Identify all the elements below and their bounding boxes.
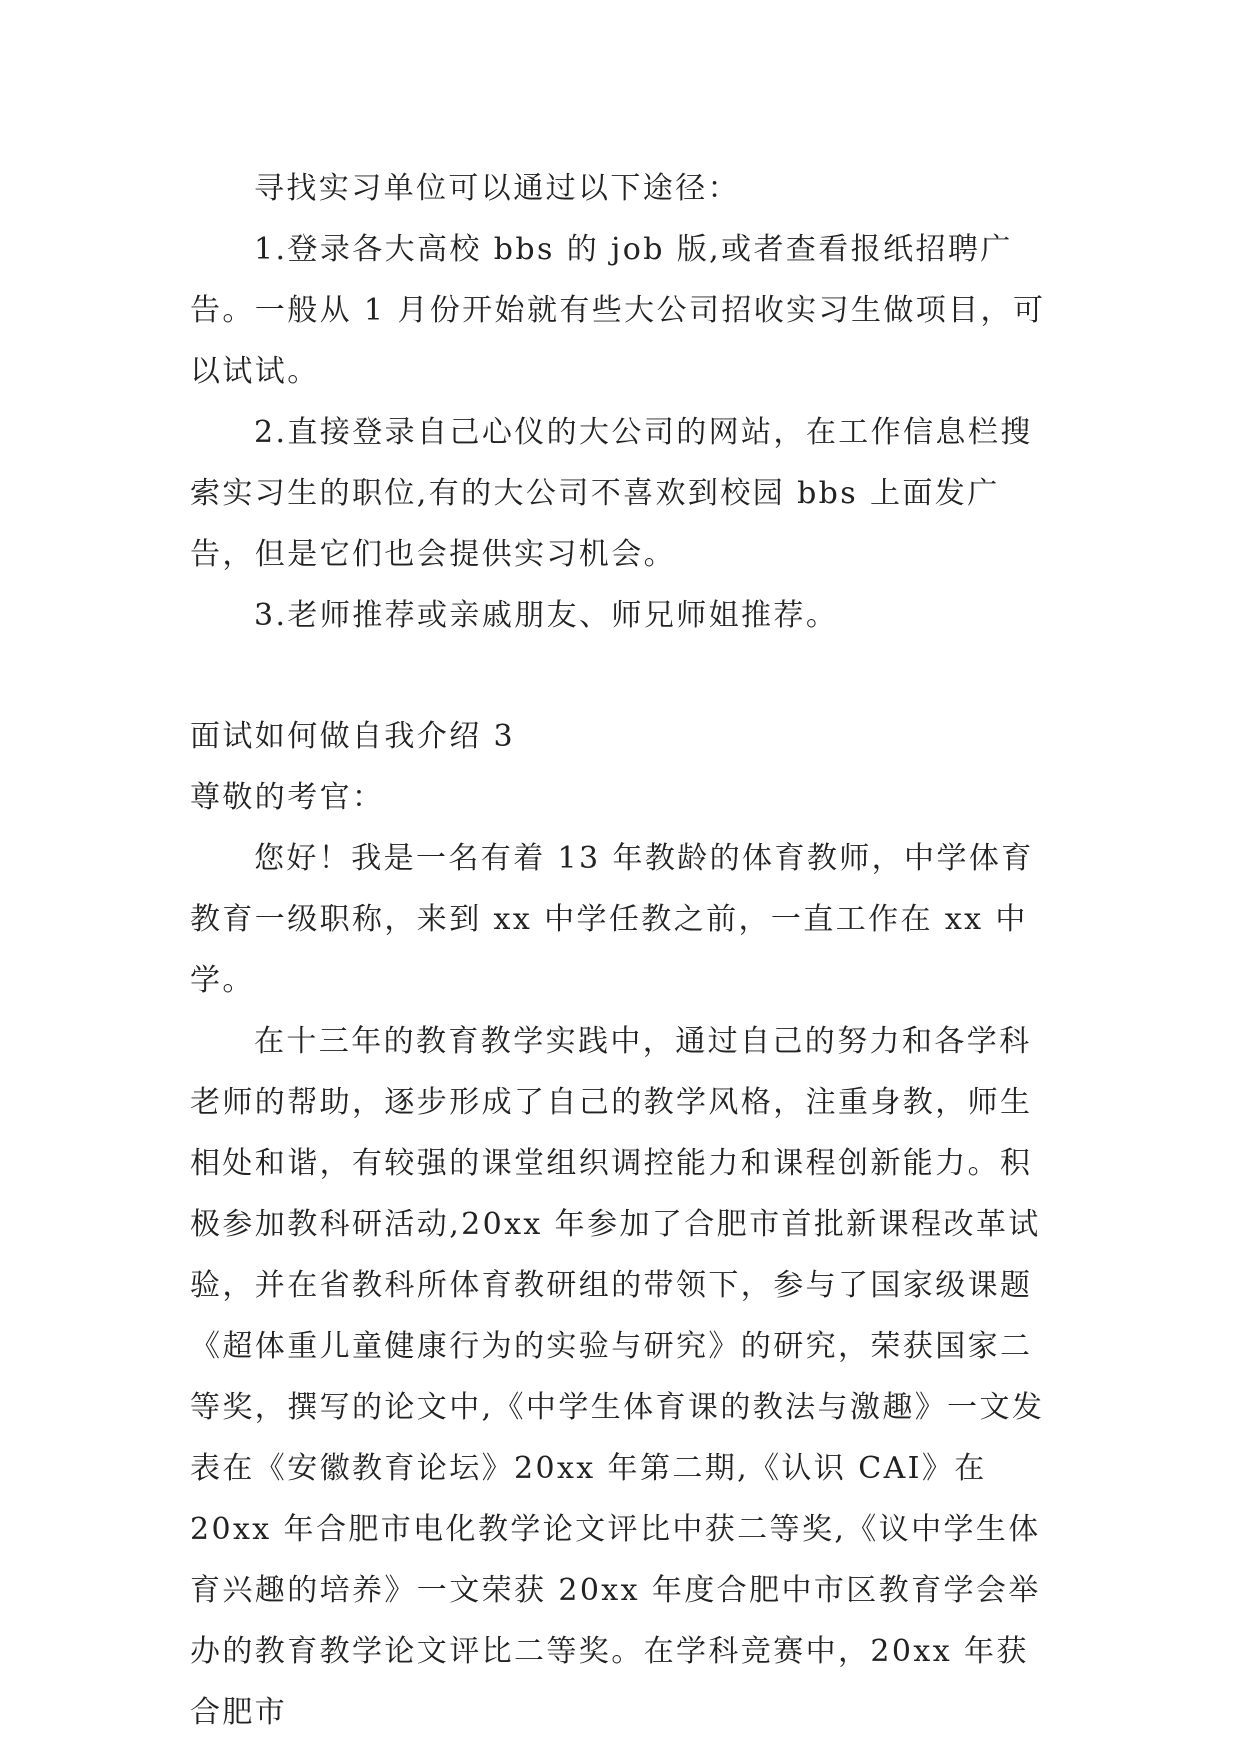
salutation: 尊敬的考官：: [190, 780, 385, 815]
list-item: 3.老师推荐或亲戚朋友、师兄师姐推荐。: [254, 598, 839, 633]
section-title: 面试如何做自我介绍 3: [190, 719, 516, 754]
section-spacer: [190, 646, 1050, 706]
body-paragraph: 在十三年的教育教学实践中，通过自己的努力和各学科老师的帮助，逐步形成了自己的教学风格，注重身教，师生相处和谐，有较强的课堂组织调控能力和课程创新能力。积极参加教科研活动,20xx 年参加了合肥市首批新课程改革试验，并在省教科所体育教研组的带领下，参与了国家级课题《超体重儿童健康行为的实验与研究》的研究，荣获国家二等奖，撰写的论文中,《中学生体育课的教法与激趣》一文发表在《安徽教育论坛》20xx 年第二期,《认识 CAI》在 20xx 年合肥市电化教学论文评比中获二等奖,《议中学生体育兴趣的培养》一文荣获 20xx 年度合肥中市区教育学会举办的教育教学论文评比二等奖。在学科竞赛中，20xx 年获合肥市: [190, 1024, 1045, 1730]
document-body: [190, 158, 1050, 1743]
body-paragraph: 您好！我是一名有着 13 年教龄的体育教师，中学体育教育一级职称，来到 xx 中学任教之前，一直工作在 xx 中学。: [190, 841, 1034, 998]
list-item: 2.直接登录自己心仪的大公司的网站，在工作信息栏搜索实习生的职位,有的大公司不喜欢到校园 bbs 上面发广告，但是它们也会提供实习机会。: [190, 415, 1033, 572]
list-item: 1.登录各大高校 bbs 的 job 版,或者查看报纸招聘广告。一般从 1 月份开始就有些大公司招收实习生做项目，可以试试。: [190, 232, 1046, 389]
section1-intro: 寻找实习单位可以通过以下途径：: [254, 171, 740, 206]
